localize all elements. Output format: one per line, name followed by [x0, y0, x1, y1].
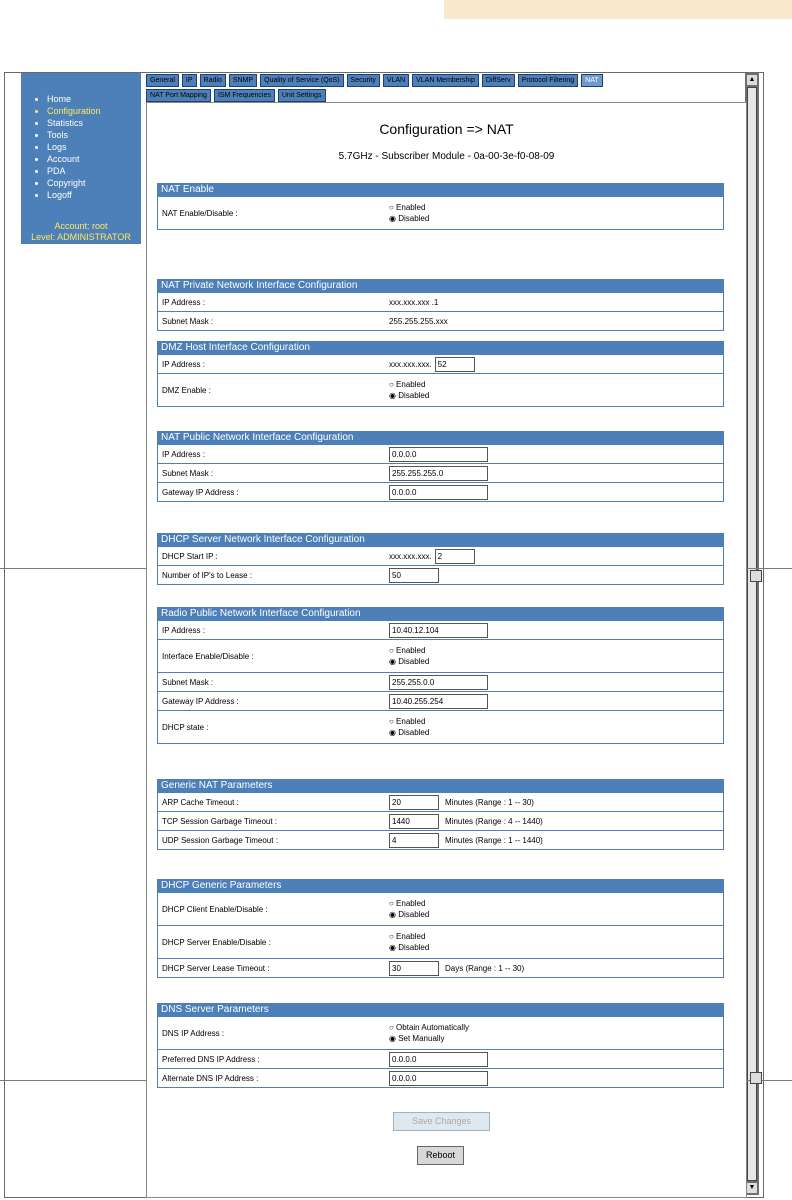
section-6 — [157, 779, 724, 850]
radio-option[interactable]: ◉ Disabled — [389, 391, 430, 400]
text-input[interactable]: 10.40.12.104 — [389, 623, 488, 638]
form-row — [157, 355, 724, 374]
row-label: IP Address : — [162, 297, 205, 307]
save-changes-button[interactable]: Save Changes — [393, 1112, 490, 1131]
tab-ip[interactable]: IP — [182, 74, 197, 87]
section-0 — [157, 183, 724, 230]
sidebar-item-configuration[interactable]: • Configuration — [47, 105, 141, 117]
section-8 — [157, 1003, 724, 1088]
section-title: DHCP Generic Parameters — [157, 879, 724, 893]
row-label: ARP Cache Timeout : — [162, 797, 239, 807]
text-input[interactable]: 20 — [389, 795, 439, 810]
radio-option[interactable]: ◉ Disabled — [389, 910, 430, 919]
form-row — [157, 293, 724, 312]
row-value — [389, 357, 723, 372]
tab-row-2 — [146, 89, 736, 102]
row-label: Alternate DNS IP Address : — [162, 1073, 259, 1083]
row-value — [389, 568, 723, 583]
sidebar-item-account[interactable]: • Account — [47, 153, 141, 165]
section-3 — [157, 431, 724, 502]
row-label: Subnet Mask : — [162, 677, 214, 687]
row-value — [389, 203, 723, 223]
tab-vlan-membership[interactable]: VLAN Membership — [412, 74, 479, 87]
tab-qos[interactable]: Quality of Service (QoS) — [260, 74, 343, 87]
radio-group — [389, 932, 429, 952]
form-row — [157, 483, 724, 502]
range-hint: Days (Range : 1 -- 30) — [445, 963, 525, 973]
text-input[interactable]: 255.255.0.0 — [389, 675, 488, 690]
radio-option[interactable]: ○ Enabled — [389, 380, 426, 389]
section-title: DNS Server Parameters — [157, 1003, 724, 1017]
tab-ism-frequencies[interactable]: ISM Frequencies — [214, 89, 275, 102]
text-input[interactable]: 52 — [435, 357, 475, 372]
row-label: NAT Enable/Disable : — [162, 208, 238, 218]
row-label: IP Address : — [162, 359, 205, 369]
scroll-marker-icon — [750, 1072, 762, 1084]
text-input[interactable]: 0.0.0.0 — [389, 1052, 488, 1067]
row-value — [389, 549, 723, 564]
row-value — [389, 694, 723, 709]
account-line: Account: root — [54, 221, 108, 231]
tab-unit-settings[interactable]: Unit Settings — [278, 89, 326, 102]
scroll-up-icon[interactable]: ▲ — [748, 76, 756, 83]
text-input[interactable]: 4 — [389, 833, 439, 848]
scrollbar-thumb[interactable] — [747, 87, 757, 1181]
level-line: Level: ADMINISTRATOR — [31, 232, 131, 242]
radio-option[interactable]: ◉ Disabled — [389, 214, 430, 223]
row-value — [389, 1071, 723, 1086]
radio-group — [389, 646, 429, 666]
tab-bar — [146, 74, 736, 104]
text-input[interactable]: 255.255.255.0 — [389, 466, 488, 481]
radio-option[interactable]: ◉ Disabled — [389, 943, 430, 952]
tab-security[interactable]: Security — [347, 74, 380, 87]
section-title: NAT Enable — [157, 183, 724, 197]
row-label: DHCP Client Enable/Disable : — [162, 904, 268, 914]
range-hint: Minutes (Range : 1 -- 1440) — [445, 835, 543, 845]
tab-snmp[interactable]: SNMP — [229, 74, 257, 87]
ip-prefix: xxx.xxx.xxx. — [389, 551, 432, 561]
form-row — [157, 621, 724, 640]
form-row — [157, 1017, 724, 1050]
radio-group — [389, 203, 429, 223]
form-row — [157, 374, 724, 407]
form-row — [157, 566, 724, 585]
section-4 — [157, 533, 724, 585]
sidebar-item-logoff[interactable]: • Logoff — [47, 189, 141, 201]
row-value — [389, 795, 723, 810]
row-value — [389, 961, 723, 976]
row-value — [389, 317, 723, 326]
tab-nat[interactable]: NAT — [581, 74, 602, 87]
sidebar-item-home[interactable]: • Home — [47, 93, 141, 105]
text-input[interactable]: 0.0.0.0 — [389, 447, 488, 462]
section-1 — [157, 279, 724, 331]
top-banner — [444, 0, 792, 19]
form-row — [157, 692, 724, 711]
tab-radio[interactable]: Radio — [200, 74, 226, 87]
form-row — [157, 831, 724, 850]
form-row — [157, 959, 724, 978]
section-title: DMZ Host Interface Configuration — [157, 341, 724, 355]
radio-option[interactable]: ◉ Set Manually — [389, 1034, 445, 1043]
radio-option[interactable]: ○ Enabled — [389, 717, 426, 726]
section-title: DHCP Server Network Interface Configuration — [157, 533, 724, 547]
row-value — [389, 623, 723, 638]
row-label: Number of IP's to Lease : — [162, 570, 253, 580]
range-hint: Minutes (Range : 4 -- 1440) — [445, 816, 543, 826]
row-value — [389, 466, 723, 481]
row-label: DHCP state : — [162, 722, 209, 732]
account-info — [21, 221, 141, 243]
sidebar-menu — [21, 73, 141, 201]
section-title: NAT Private Network Interface Configuration — [157, 279, 724, 293]
row-label: IP Address : — [162, 449, 205, 459]
section-title: Generic NAT Parameters — [157, 779, 724, 793]
static-value: 255.255.255.xxx — [389, 316, 448, 326]
text-input[interactable]: 10.40.255.254 — [389, 694, 488, 709]
row-label: DHCP Server Enable/Disable : — [162, 937, 271, 947]
radio-group — [389, 899, 429, 919]
form-row — [157, 926, 724, 959]
row-label: Preferred DNS IP Address : — [162, 1054, 260, 1064]
sidebar-item-statistics[interactable]: • Statistics — [47, 117, 141, 129]
section-title: NAT Public Network Interface Configuration — [157, 431, 724, 445]
sidebar-item-logs[interactable]: • Logs — [47, 141, 141, 153]
row-value — [389, 675, 723, 690]
tab-nat-port-mapping[interactable]: NAT Port Mapping — [146, 89, 211, 102]
sidebar-item-pda[interactable]: • PDA — [47, 165, 141, 177]
row-value — [389, 485, 723, 500]
row-value — [389, 932, 723, 952]
tab-diffserv[interactable]: DiffServ — [482, 74, 515, 87]
row-label: Interface Enable/Disable : — [162, 651, 254, 661]
text-input[interactable]: 30 — [389, 961, 439, 976]
form-row — [157, 1050, 724, 1069]
row-label: Subnet Mask : — [162, 316, 214, 326]
row-label: UDP Session Garbage Timeout : — [162, 835, 278, 845]
config-panel — [146, 102, 747, 1198]
form-row — [157, 793, 724, 812]
page-title: Configuration => NAT — [379, 121, 514, 137]
row-value — [389, 380, 723, 400]
form-row — [157, 812, 724, 831]
row-label: DHCP Server Lease Timeout : — [162, 963, 270, 973]
text-input[interactable]: 50 — [389, 568, 439, 583]
text-input[interactable]: 0.0.0.0 — [389, 1071, 488, 1086]
tab-row-1 — [146, 74, 736, 87]
row-value — [389, 1052, 723, 1067]
form-row — [157, 711, 724, 744]
row-value — [389, 814, 723, 829]
tab-protocol-filtering[interactable]: Protocol Filtering — [518, 74, 579, 87]
row-label: TCP Session Garbage Timeout : — [162, 816, 278, 826]
sidebar-item-copyright[interactable]: • Copyright — [47, 177, 141, 189]
form-row — [157, 464, 724, 483]
row-value — [389, 717, 723, 737]
row-value — [389, 447, 723, 462]
text-input[interactable]: 2 — [435, 549, 475, 564]
row-value — [389, 646, 723, 666]
radio-option[interactable]: ○ Enabled — [389, 899, 426, 908]
row-value — [389, 833, 723, 848]
radio-option[interactable]: ○ Obtain Automatically — [389, 1023, 469, 1032]
form-row — [157, 445, 724, 464]
page-subtitle: 5.7GHz - Subscriber Module - 0a-00-3e-f0-08-09 — [338, 151, 555, 162]
form-row — [157, 547, 724, 566]
row-label: DMZ Enable : — [162, 385, 211, 395]
row-label: Subnet Mask : — [162, 468, 214, 478]
section-5 — [157, 607, 724, 744]
scroll-marker-icon — [750, 570, 762, 582]
ip-prefix: xxx.xxx.xxx. — [389, 359, 432, 369]
radio-option[interactable]: ○ Enabled — [389, 646, 426, 655]
range-hint: Minutes (Range : 1 -- 30) — [445, 797, 534, 807]
form-row — [157, 640, 724, 673]
radio-group — [389, 1023, 469, 1043]
scroll-down-icon[interactable]: ▼ — [748, 1184, 756, 1191]
form-row — [157, 673, 724, 692]
radio-option[interactable]: ○ Enabled — [389, 932, 426, 941]
radio-option[interactable]: ◉ Disabled — [389, 657, 430, 666]
text-input[interactable]: 0.0.0.0 — [389, 485, 488, 500]
row-label: DHCP Start IP : — [162, 551, 218, 561]
sidebar-item-tools[interactable]: • Tools — [47, 129, 141, 141]
form-row — [157, 893, 724, 926]
reboot-button[interactable]: Reboot — [417, 1146, 464, 1165]
tab-vlan[interactable]: VLAN — [383, 74, 409, 87]
row-value — [389, 298, 723, 307]
section-2 — [157, 341, 724, 407]
main-scrollbar[interactable] — [745, 73, 759, 1195]
section-title: Radio Public Network Interface Configuration — [157, 607, 724, 621]
radio-option[interactable]: ○ Enabled — [389, 203, 426, 212]
sidebar — [21, 73, 141, 244]
radio-group — [389, 380, 429, 400]
radio-group — [389, 717, 429, 737]
section-7 — [157, 879, 724, 978]
row-label: IP Address : — [162, 625, 205, 635]
form-row — [157, 1069, 724, 1088]
form-row — [157, 312, 724, 331]
static-value: xxx.xxx.xxx .1 — [389, 297, 439, 307]
text-input[interactable]: 1440 — [389, 814, 439, 829]
form-row — [157, 197, 724, 230]
radio-option[interactable]: ◉ Disabled — [389, 728, 430, 737]
row-label: Gateway IP Address : — [162, 487, 239, 497]
tab-general[interactable]: General — [146, 74, 179, 87]
row-value — [389, 899, 723, 919]
row-value — [389, 1023, 723, 1043]
row-label: Gateway IP Address : — [162, 696, 239, 706]
row-label: DNS IP Address : — [162, 1028, 225, 1038]
